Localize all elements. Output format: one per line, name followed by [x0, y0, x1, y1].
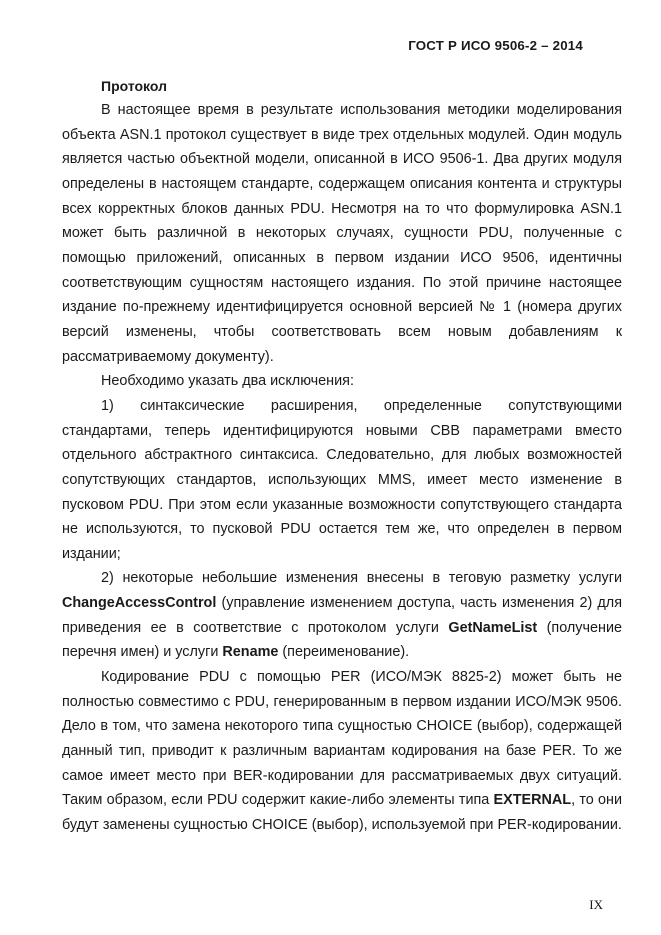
- paragraph-coding: [62, 665, 622, 838]
- paragraph-exceptions-intro: Необходимо указать два исключения:: [101, 373, 354, 390]
- text-run: (переименование).: [278, 644, 410, 661]
- text-run: (управление изменением доступа, часть изменения 2) для приведения ее в соответствие с протоколом услуги: [62, 595, 622, 636]
- text-run: (получение перечня имен) и услуги: [62, 619, 622, 661]
- text-run: , то они будут заменены сущностью CHOICE (выбор), используемой при PER-кодировании.: [62, 792, 623, 834]
- service-name-rename: Rename: [222, 644, 279, 661]
- paragraph-exception-1: 1) синтаксические расширения, определенные сопутствующими стандартами, теперь идентифицируются новыми CBB параметрами вместо отдельного абстрактного синтаксиса. Следовательно, для любых возможностей сопутствующих стандартов, использующих MMS, имеет место изменение в пусковом PDU. При этом если указанные возможности сопутствующего стандарта не используются, то пусковой PDU остается тем же, что определен в первом издании;: [62, 397, 622, 562]
- type-name-external: EXTERNAL: [493, 792, 572, 809]
- body-text: [62, 98, 622, 838]
- section-heading: Протокол: [101, 78, 167, 94]
- service-name-get-name-list: GetNameList: [448, 619, 538, 636]
- paragraph-exception-2: [62, 566, 622, 665]
- text-run: 2) некоторые небольшие изменения внесены в теговую разметку услуги: [101, 570, 622, 587]
- standard-header: ГОСТ Р ИСО 9506-2 – 2014: [408, 38, 583, 53]
- text-run: Кодирование PDU с помощью PER (ИСО/МЭК 8825-2) может быть не полностью совместимо с PDU, генерированным в первом издании ИСО/МЭК 9506. Дело в том, что замена некоторого типа сущностью CHOICE (выбор), содержащей данный тип, приводит к различным вариантам кодирования на базе PER. То же самое имеет место при BER-кодировании для рассматриваемых двух ситуаций. Таким образом, если PDU содержит какие-либо элементы типа: [62, 669, 622, 809]
- paragraph-protocol: В настоящее время в результате использования методики моделирования объекта ASN.1 протокол существует в виде трех отдельных модулей. Один модуль является частью объектной модели, описанной в ИСО 9506-1. Два других модуля определены в настоящем стандарте, содержащем описания контента и структуры всех корректных блоков данных PDU. Несмотря на то что формулировка ASN.1 может быть различной в некоторых случаях, сущности PDU, полученные с помощью приложений, описанных в первом издании ИСО 9506, идентичны соответствующим сущностям настоящего издания. По этой причине настоящее издание по-прежнему идентифицируется основной версией № 1 (номера других версий изменены, чтобы соответствовать всем новым добавлениям к рассматриваемому документу).: [62, 102, 622, 365]
- page-number: IX: [589, 897, 603, 912]
- service-name-change-access-control: ChangeAccessControl: [62, 595, 217, 612]
